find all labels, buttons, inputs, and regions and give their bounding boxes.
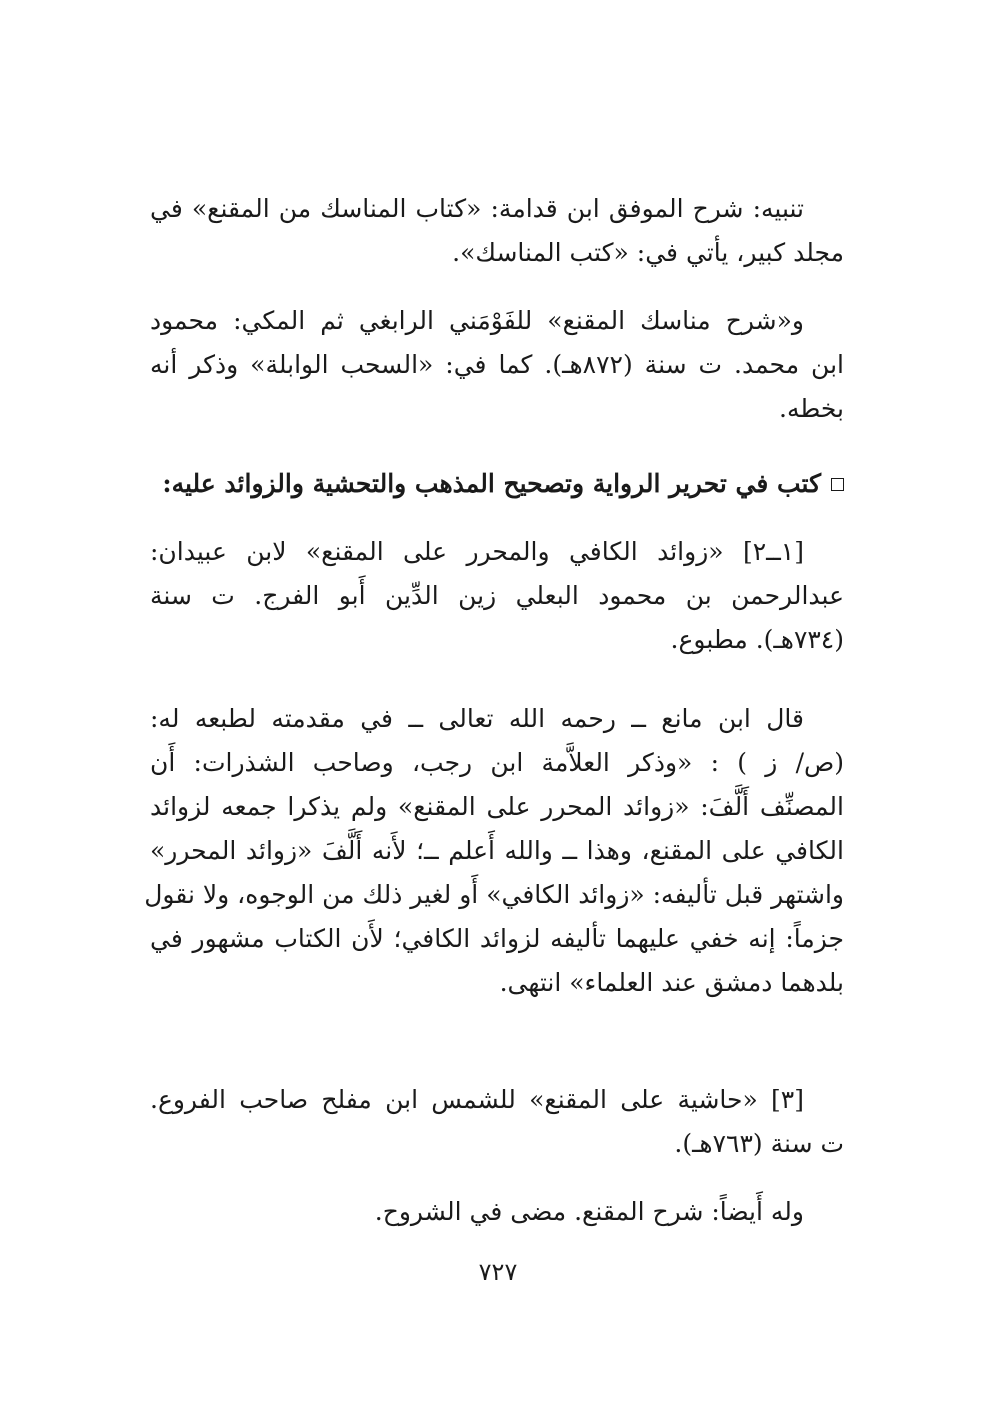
commentary-paragraph	[150, 299, 844, 431]
text-line: المصنِّف أَلَّفَ: «زوائد المحرر على المقنع» ولم يذكرا جمعه لزوائد	[150, 792, 844, 821]
text-line: بلدهما دمشق عند العلماء» انتهى.	[499, 968, 844, 997]
text-line: عبدالرحمن بن محمود البعلي زين الدِّين أَبو الفرج. ت سنة	[150, 581, 844, 610]
entry-note	[150, 1190, 844, 1234]
section-heading	[150, 462, 844, 506]
note-paragraph	[150, 187, 844, 275]
text-line: مجلد كبير، يأتي في: «كتب المناسك».	[452, 238, 844, 267]
entry-item	[150, 1078, 844, 1166]
text-line: [١ــ٢] «زوائد الكافي والمحرر على المقنع» لابن عبيدان:	[150, 537, 804, 566]
text-line: ت سنة (٧٦٣هـ).	[674, 1129, 844, 1158]
text-line: و«شرح مناسك المقنع» للفَوْمَني الرابغي ثم المكي: محمود	[150, 306, 804, 335]
text-line: (٧٣٤هـ). مطبوع.	[670, 625, 844, 654]
page-number: ٧٢٧	[478, 1258, 518, 1286]
text-line: (ص/ ز ) : «وذكر العلاَّمة ابن رجب، وصاحب الشذرات: أَن	[150, 748, 844, 777]
text-line: جزماً: إنه خفي عليهما تأليفه لزوائد الكافي؛ لأَن الكتاب مشهور في	[150, 924, 844, 953]
text-line: الكافي على المقنع، وهذا ــ والله أَعلم ــ؛ لأَنه أَلَّفَ «زوائد المحرر»	[150, 836, 844, 865]
quote-paragraph	[144, 697, 844, 1005]
text-line: تنبيه: شرح الموفق ابن قدامة: «كتاب المناسك من المقنع» في	[150, 194, 804, 223]
square-bullet-icon	[831, 478, 844, 491]
text-line: بخطه.	[779, 394, 844, 423]
text-line: قال ابن مانع ــ رحمه الله تعالى ــ في مقدمته لطبعه له:	[150, 704, 804, 733]
text-line: واشتهر قبل تأليفه: «زوائد الكافي» أَو لغير ذلك من الوجوه، ولا نقول	[144, 880, 844, 909]
text-line: [٣] «حاشية على المقنع» للشمس ابن مفلح صاحب الفروع.	[150, 1085, 804, 1114]
entry-item	[150, 530, 844, 662]
text-line: ابن محمد. ت سنة (٨٧٢هـ). كما في: «السحب الوابلة» وذكر أنه	[150, 350, 844, 379]
heading-text: كتب في تحرير الرواية وتصحيح المذهب والتحشية والزوائد عليه:	[162, 469, 821, 498]
text-line: وله أَيضاً: شرح المقنع. مضى في الشروح.	[374, 1197, 804, 1226]
